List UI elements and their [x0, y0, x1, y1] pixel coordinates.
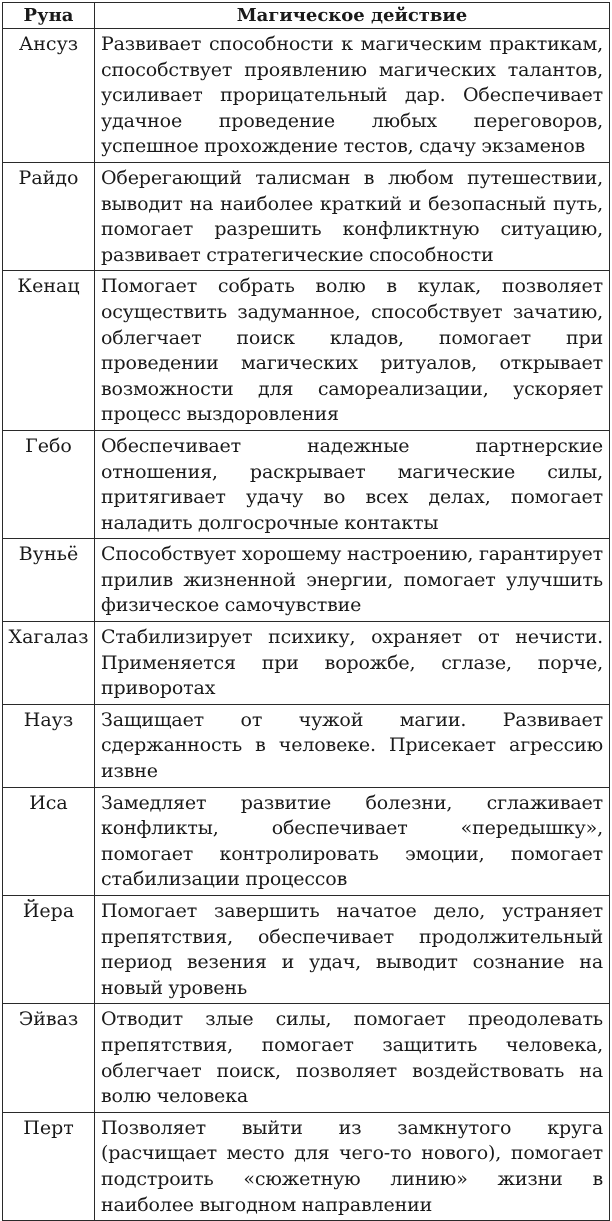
- table-row: [3, 1004, 610, 1112]
- rune-name: Эйваз: [3, 1004, 95, 1112]
- table-row: [3, 430, 610, 538]
- table-body: [3, 29, 610, 1221]
- table-row: [3, 622, 610, 705]
- table-header: [3, 3, 610, 29]
- rune-effect: Развивает способности к магическим практикам, способствует проявлению магических талантов, усиливает прорицательный дар. Обеспечивает удачное проведение любых переговоров, успешное прохождение тестов, сдачу экзаменов: [95, 29, 610, 163]
- header-row: [3, 3, 610, 29]
- table-row: [3, 162, 610, 270]
- rune-effect: Стабилизирует психику, охраняет от нечисти. Применяется при ворожбе, сглазе, порче, приворотах: [95, 622, 610, 705]
- rune-name: Вуньё: [3, 539, 95, 622]
- rune-name: Перт: [3, 1112, 95, 1220]
- rune-effect: Позволяет выйти из замкнутого круга (расчищает место для чего-то нового), помогает подстроить «сюжетную линию» жизни в наиболее выгодном направлении: [95, 1112, 610, 1220]
- rune-name: Науз: [3, 704, 95, 787]
- rune-effect: Помогает завершить начатое дело, устраняет препятствия, обеспечивает продолжительный период везения и удач, выводит сознание на новый уровень: [95, 896, 610, 1004]
- rune-effect: Защищает от чужой магии. Развивает сдержанность в человеке. Присекает агрессию извне: [95, 704, 610, 787]
- header-rune: Руна: [3, 3, 95, 29]
- rune-effect: Оберегающий талисман в любом путешествии, выводит на наиболее краткий и безопасный путь, помогает разрешить конфликтную ситуацию, развивает стратегические способности: [95, 162, 610, 270]
- header-effect: Магическое действие: [95, 3, 610, 29]
- rune-effect: Отводит злые силы, помогает преодолевать препятствия, помогает защитить человека, облегчает поиск, позволяет воздействовать на волю человека: [95, 1004, 610, 1112]
- table-row: [3, 704, 610, 787]
- rune-name: Гебо: [3, 430, 95, 538]
- rune-name: Хагалаз: [3, 622, 95, 705]
- rune-effect: Обеспечивает надежные партнерские отношения, раскрывает магические силы, притягивает удачу во всех делах, помогает наладить долгосрочные контакты: [95, 430, 610, 538]
- table-row: [3, 539, 610, 622]
- rune-effect: Помогает собрать волю в кулак, позволяет осуществить задуманное, способствует зачатию, облегчает поиск кладов, помогает при проведении магических ритуалов, открывает возможности для самореализации, ускоряет процесс выздоровления: [95, 271, 610, 431]
- table-row: [3, 1112, 610, 1220]
- table-row: [3, 29, 610, 163]
- rune-magic-table: [2, 2, 610, 1221]
- rune-name: Иса: [3, 787, 95, 895]
- rune-name: Кенац: [3, 271, 95, 431]
- table-row: [3, 271, 610, 431]
- rune-effect: Замедляет развитие болезни, сглаживает конфликты, обеспечивает «передышку», помогает контролировать эмоции, помогает стабилизации процессов: [95, 787, 610, 895]
- rune-effect: Способствует хорошему настроению, гарантирует прилив жизненной энергии, помогает улучшить физическое самочувствие: [95, 539, 610, 622]
- table-row: [3, 896, 610, 1004]
- rune-name: Ансуз: [3, 29, 95, 163]
- rune-name: Райдо: [3, 162, 95, 270]
- rune-name: Йера: [3, 896, 95, 1004]
- table-row: [3, 787, 610, 895]
